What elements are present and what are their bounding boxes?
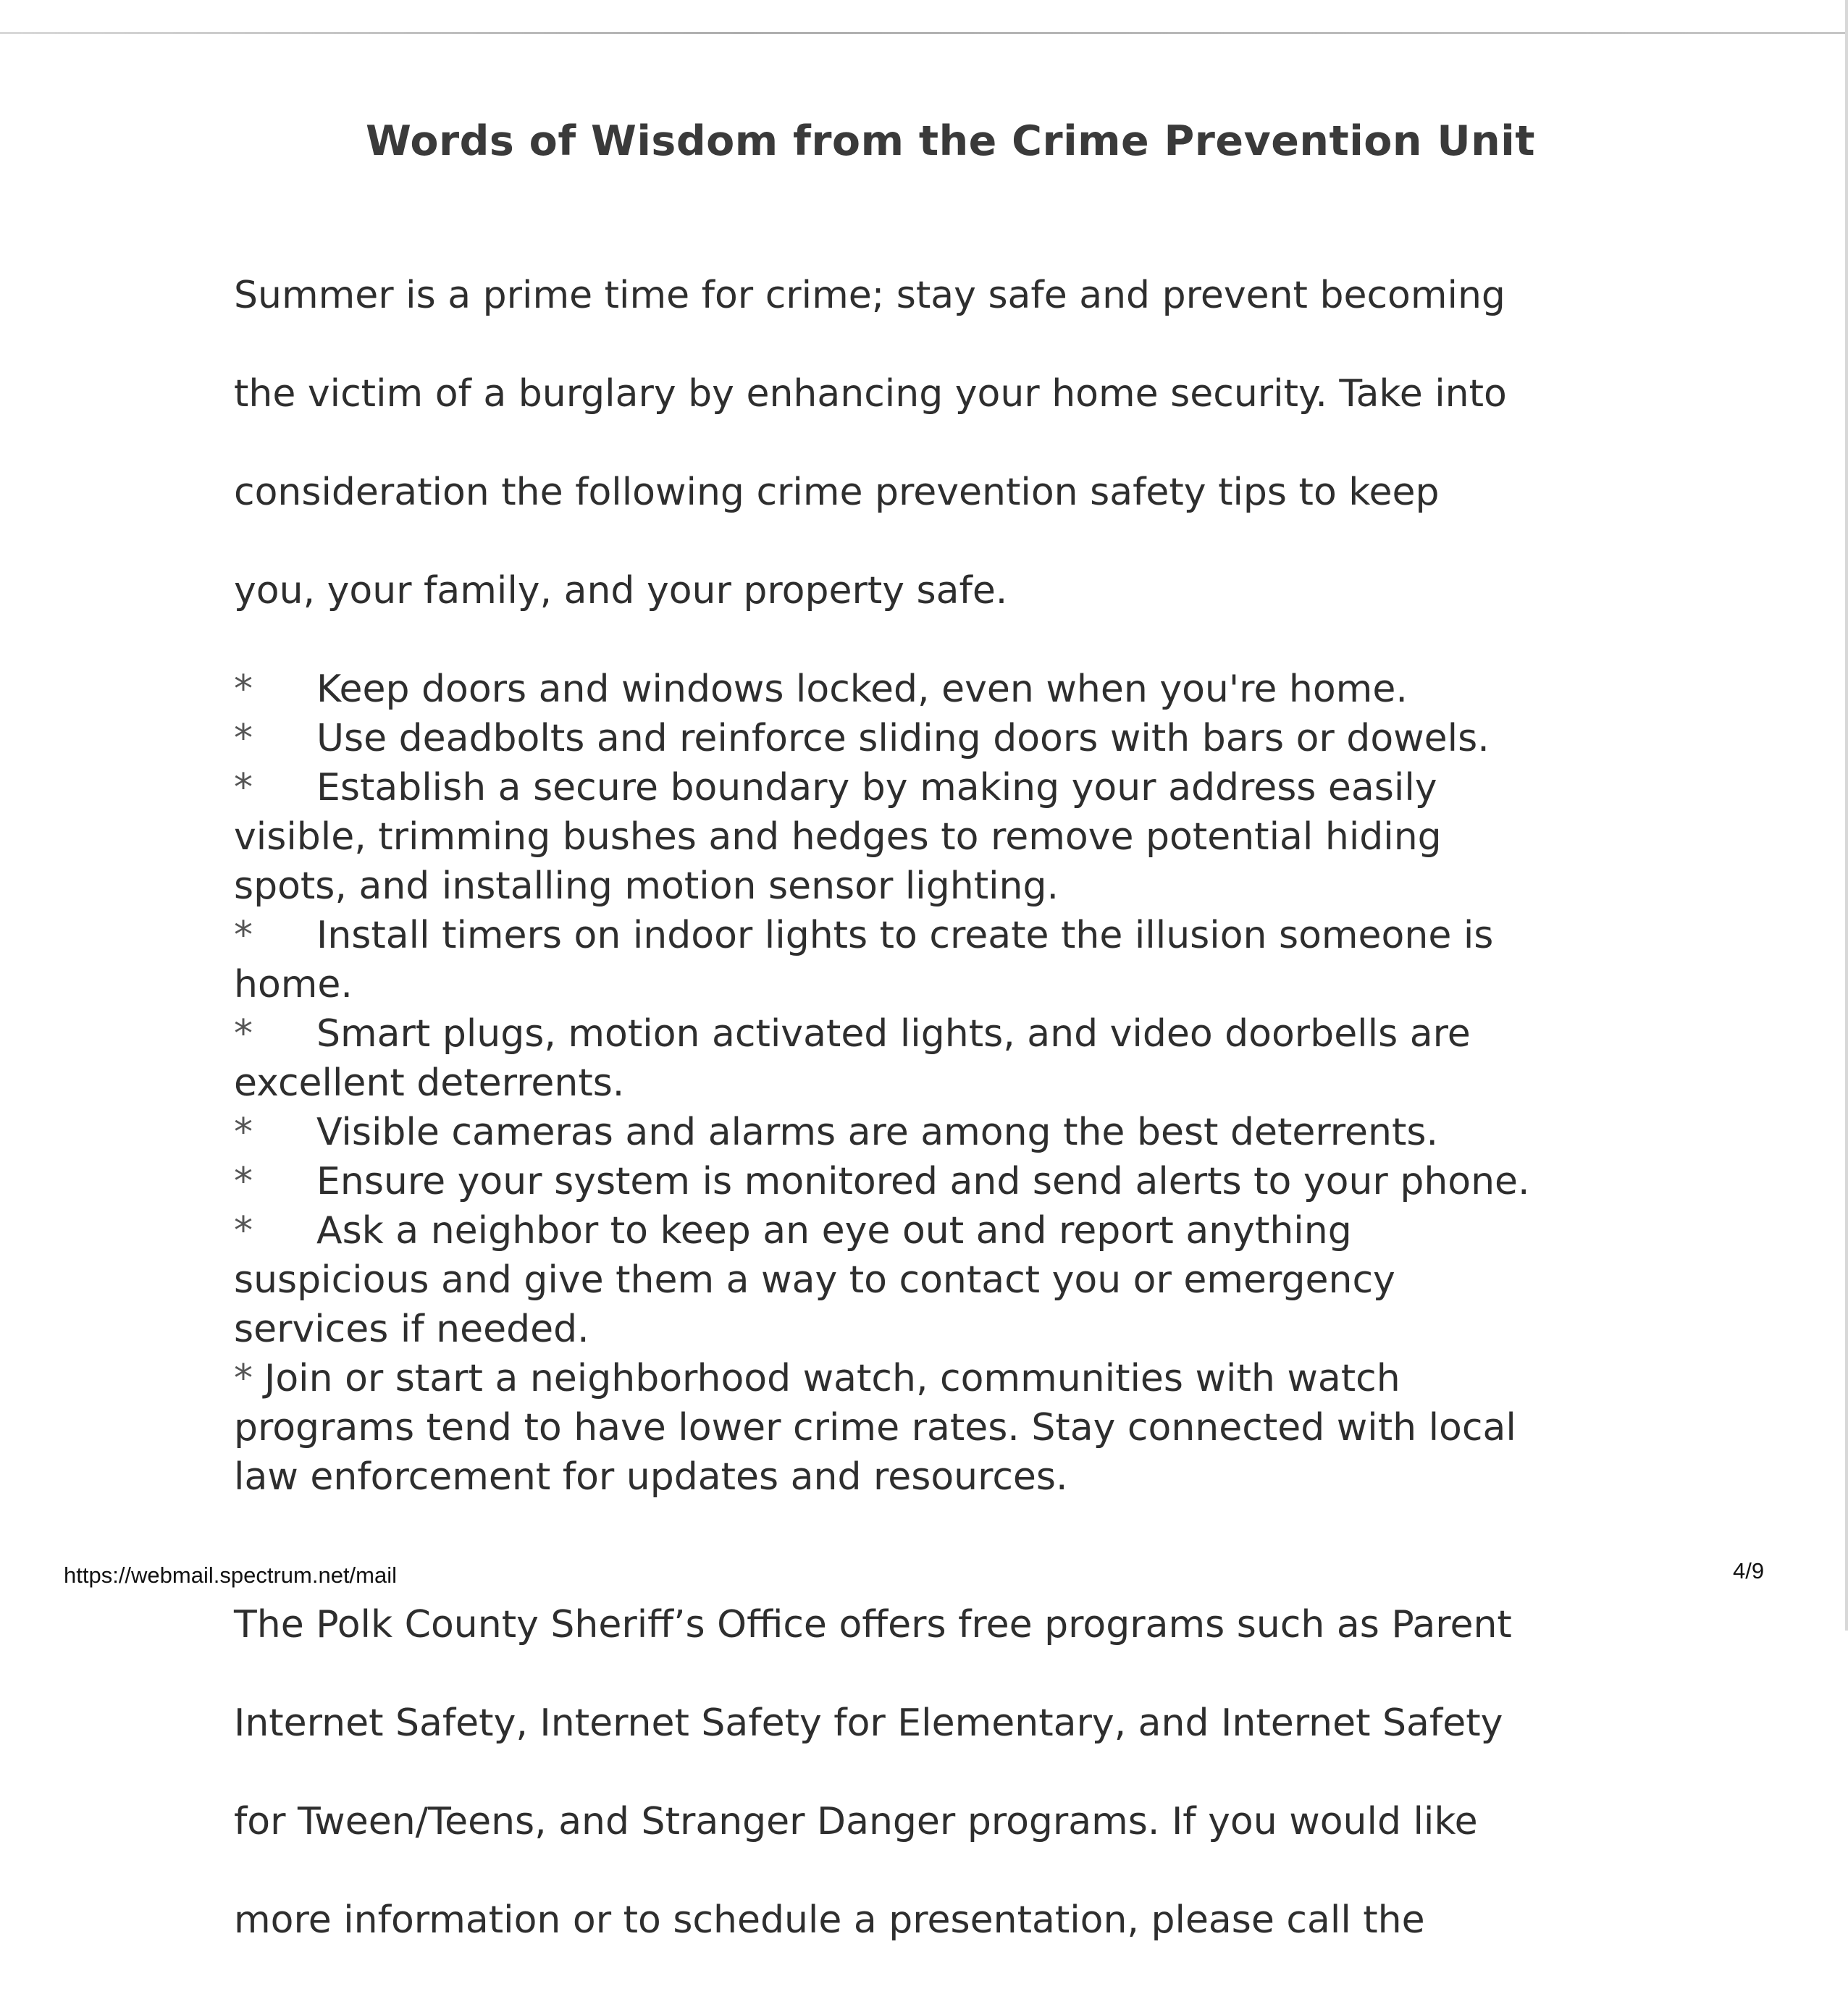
intro-line: the victim of a burglary by enhancing your home security. Take into [234, 372, 1507, 416]
tip-text: programs tend to have lower crime rates. Stay connected with local [234, 1406, 1516, 1450]
tip-item [234, 1157, 1682, 1206]
closing-line: Internet Safety, Internet Safety for Elementary, and Internet Safety [234, 1701, 1503, 1745]
bullet-marker: * [234, 1209, 253, 1253]
intro-line: consideration the following crime prevention safety tips to keep [234, 471, 1440, 514]
intro-line: Summer is a prime time for crime; stay safe and prevent becoming [234, 274, 1505, 317]
tip-item [234, 1206, 1682, 1354]
tip-item [234, 1108, 1682, 1157]
tip-text: Ask a neighbor to keep an eye out and report anything [316, 1209, 1352, 1253]
tip-text: law enforcement for updates and resources. [234, 1455, 1068, 1499]
bullet-marker: * [234, 1160, 253, 1203]
tip-text: suspicious and give them a way to contact you or emergency [234, 1258, 1395, 1302]
tip-text: Keep doors and windows locked, even when you're home. [316, 668, 1408, 711]
closing-line: The Polk County Sheriff’s Office offers free programs such as Parent [234, 1603, 1512, 1646]
footer-page-number: 4/9 [1733, 1558, 1765, 1583]
tip-text: services if needed. [234, 1308, 589, 1351]
bullet-marker: * [234, 1357, 253, 1400]
tip-text: Visible cameras and alarms are among the best deterrents. [316, 1111, 1439, 1154]
closing-line: for Tween/Teens, and Stranger Danger programs. If you would like [234, 1800, 1478, 1843]
paragraph-spacer [234, 1502, 1682, 1551]
closing-line: more information or to schedule a presentation, please call the [234, 1898, 1425, 1942]
bullet-marker: * [234, 717, 253, 760]
tip-text: Install timers on indoor lights to create the illusion someone is [316, 914, 1494, 957]
bullet-marker: * [234, 766, 253, 809]
safety-tips-list [234, 665, 1682, 1502]
scan-edge-right [1845, 0, 1848, 1631]
tip-text: spots, and installing motion sensor lighting. [234, 865, 1059, 908]
intro-line: you, your family, and your property safe. [234, 569, 1008, 613]
bullet-marker: * [234, 914, 253, 957]
tip-text: Establish a secure boundary by making your address easily [316, 766, 1437, 809]
tip-item [234, 763, 1682, 911]
tip-item [234, 714, 1682, 763]
page-title: Words of Wisdom from the Crime Prevention Unit [366, 117, 1535, 165]
bullet-marker: * [234, 1012, 253, 1056]
tip-text: visible, trimming bushes and hedges to remove potential hiding [234, 815, 1442, 859]
bullet-marker: * [234, 668, 253, 711]
tip-item [234, 665, 1682, 714]
tip-item [234, 1354, 1682, 1502]
tip-text: Smart plugs, motion activated lights, and video doorbells are [316, 1012, 1471, 1056]
document-body [234, 222, 1682, 1994]
footer-url: https://webmail.spectrum.net/mail [64, 1562, 398, 1588]
tip-item [234, 1009, 1682, 1108]
tip-text: excellent deterrents. [234, 1061, 625, 1105]
tip-item [234, 911, 1682, 1009]
intro-paragraph [234, 222, 1682, 665]
tip-text: home. [234, 963, 353, 1006]
closing-paragraph [234, 1551, 1682, 1994]
bullet-marker: * [234, 1111, 253, 1154]
scan-edge-top [0, 32, 1848, 34]
tip-text: Join or start a neighborhood watch, communities with watch [264, 1357, 1400, 1400]
tip-text: Ensure your system is monitored and send alerts to your phone. [316, 1160, 1530, 1203]
tip-text: Use deadbolts and reinforce sliding doors with bars or dowels. [316, 717, 1490, 760]
